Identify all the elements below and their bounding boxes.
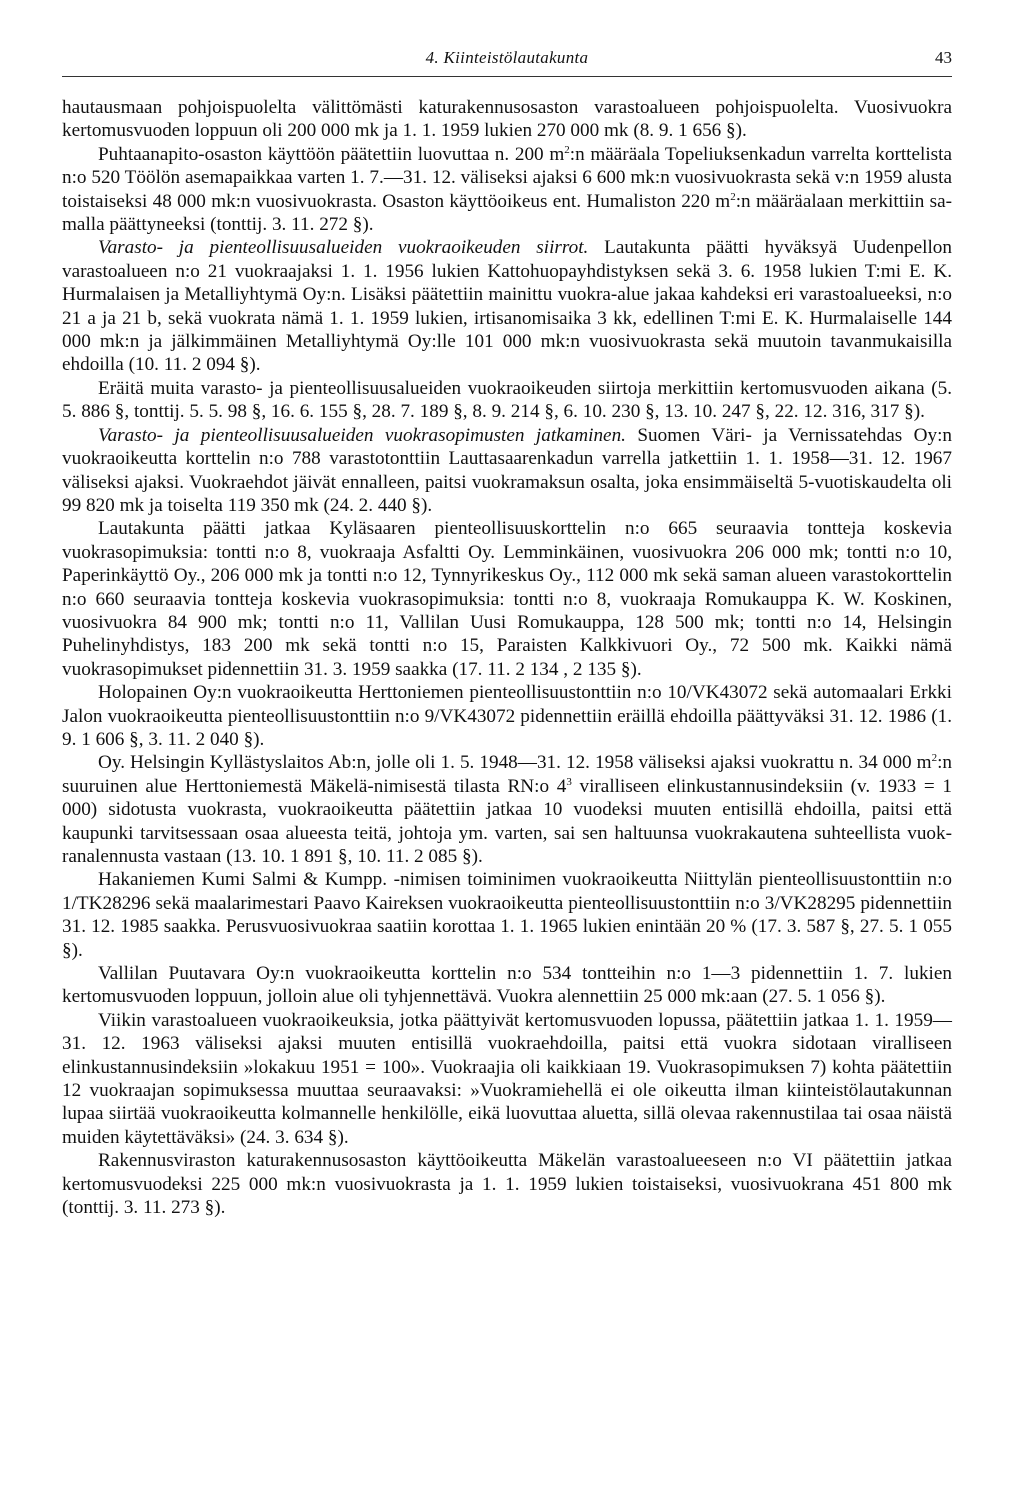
superscript: 2 (730, 190, 736, 203)
text-run: Oy. Helsingin Kyllästyslaitos Ab:n, jolle oli 1. 5. 1948—31. 12. 1958 väliseksi ajaksi vuokrattu n. 34 000 m (98, 752, 932, 774)
text-run: :n määräala Topeliuksenkadun varrelta korttelista n:o 520 Töölön asemapaikkaa varten 1. 7.—31. 12. väliseksi ajaksi 6 600 mk:n vuosivuokrasta sekä v:n 1959 alusta toistaiseksi 48 000 mk:n vuosivuokrasta. Osaston käyttöoikeus ent. Humaliston 220 m (62, 143, 952, 212)
paragraph: Viikin varastoalueen vuokraoikeuksia, jotka päättyivät kertomusvuoden lopussa, päätettiin jatkaa 1. 1. 1959—31. 12. 1963 väliseksi ajaksi muuten entisillä vuokraehdoilla, paitsi että vuokra sidotaan viralliseen elinkustannusindeksiin »lokakuu 1951 = 100». Vuokraajia oli kaikkiaan 19. Vuokrasopimuksen 7) kohta päätettiin 12 vuokraajan sopimuksessa muuttaa seuraavaksi: »Vuokramiehellä ei ole oikeutta ilman kiinteistölautakunnan lupaa siirtää vuokraoikeutta kolmannelle henkilölle, eikä luovuttaa aluetta, sillä olevaa rakennustilaa tai osaa näistä muiden käytettäväksi» (24. 3. 634 §). (62, 1009, 952, 1148)
paragraph: Eräitä muita varasto- ja pienteollisuusalueiden vuokraoikeuden siirtoja merkittiin kertomusvuoden aikana (5. 5. 886 §, tonttij. 5. 5. 98 §, 16. 6. 155 §, 28. 7. 189 §, 8. 9. 214 §, 6. 10. 230 §, 13. 10. 247 §, 22. 12. 316, 317 §). (62, 377, 952, 423)
paragraph (62, 751, 952, 868)
paragraph (62, 236, 952, 376)
text-run: :n suuruinen alue Herttoniemestä Mäkelä-nimisestä tilasta RN:o 4 (62, 752, 952, 797)
text-run: viralliseen elinkustannusindeksiin (v. 1933 = 1 000) sidotusta vuokrasta, vuokraoikeutta päätettiin jatkaa 10 vuodeksi muuten entisillä ehdoilla, paitsi että kaupunki tarvitsessaan osaa alueesta teitä, johtoja ym. varten, sai sen haltuunsa vuokrakautena suhteellista vuokranalennusta vastaan (13. 10. 1 891 §, 10. 11. 2 085 §). (62, 775, 952, 867)
superscript: 3 (566, 775, 572, 788)
paragraph: Lautakunta päätti jatkaa Kyläsaaren pienteollisuuskorttelin n:o 665 seuraavia tontteja koskevia vuokrasopimuksia: tontti n:o 8, vuokraaja Asfaltti Oy. Lemminkäinen, vuosivuokra 206 000 mk; tontti n:o 10, Paperinkäyttö Oy., 206 000 mk ja tontti n:o 12, Tynnyrikeskus Oy., 112 000 mk sekä saman alueen varastokorttelin n:o 660 seuraavia tontteja koskevia vuokrasopimuksia: tontti n:o 8, vuokraaja Romukauppa K. W. Koskinen, vuosivuokra 84 900 mk; tontti n:o 11, Vallilan Uusi Romukauppa, 128 500 mk; tontti n:o 14, Helsingin Puhelinyhdistys, 183 200 mk sekä tontti n:o 15, Paraisten Kalkkivuori Oy., 72 500 mk. Kaikki nämä vuokrasopimukset pidennettiin 31. 3. 1959 saakka (17. 11. 2 134 , 2 135 §). (62, 518, 952, 680)
running-header (62, 48, 952, 76)
text-run: :n määräalaan merkittiin samalla päättyneeksi (tonttij. 3. 11. 272 §). (62, 190, 952, 236)
paragraph (62, 143, 952, 237)
section-title: 4. Kiinteistölautakunta (425, 48, 589, 67)
paragraph (62, 424, 952, 518)
superscript: 2 (564, 143, 570, 156)
italic-heading: Varasto- ja pienteollisuusalueiden vuokrasopimusten jatkaminen. (98, 424, 626, 446)
superscript: 2 (931, 752, 938, 765)
paragraph: Rakennusviraston katurakennusosaston käyttöoikeutta Mäkelän varastoalueeseen n:o VI päätettiin jatkaa kertomusvuodeksi 225 000 mk:n vuosivuokrasta ja 1. 1. 1959 lukien toistaiseksi, vuosivuokrana 451 800 mk (tonttij. 3. 11. 273 §). (62, 1150, 952, 1219)
paragraph: Vallilan Puutavara Oy:n vuokraoikeutta korttelin n:o 534 tontteihin n:o 1—3 pidennettiin 1. 7. lukien kertomusvuoden loppuun, jolloin alue oli tyhjennettävä. Vuokra alennettiin 25 000 mk:aan (27. 5. 1 056 §). (62, 963, 952, 1008)
header-rule (62, 76, 952, 77)
page-number: 43 (935, 48, 952, 67)
italic-heading: Varasto- ja pienteollisuusalueiden vuokraoikeuden siirrot. (98, 237, 589, 259)
text-run: Puhtaanapito-osaston käyttöön päätettiin luovuttaa n. 200 m (98, 143, 565, 165)
text-run: Lautakunta päätti hyväksyä Uudenpellon varastoalueen n:o 21 vuokraajaksi 1. 1. 1956 lukien Kattohuopayhdistyksen sekä 3. 6. 1958 lukien T:mi E. K. Hurmalaisen ja Metalliyhtymä Oy:n. Lisäksi päätettiin mainittu vuokra-alue jakaa kahdeksi eri varastoalueeksi, n:o 21 a ja 21 b, sekä vuokrata nämä 1. 1. 1959 lukien, irtisanomisaika 3 kk, edellinen T:mi E. K. Hurmalaiselle 144 000 mk:n ja jälkimmäinen Metalliyhtymä Oy:lle 101 000 mk:n vuosivuokrasta sekä muutoin tavanmukaisilla ehdoilla (10. 11. 2 094 §). (62, 237, 952, 376)
paragraph: Hakaniemen Kumi Salmi & Kumpp. -nimisen toiminimen vuokraoikeutta Niittylän pienteollisuustonttiin n:o 1/TK28296 sekä maalarimestari Paavo Kaireksen vuokraoikeutta pienteollisuustonttiin n:o 3/VK28295 pidennettiin 31. 12. 1985 saakka. Perusvuosivuokraa saatiin korottaa 1. 1. 1965 lukien enintään 20 % (17. 3. 587 §, 27. 5. 1 055 §). (62, 869, 952, 961)
paragraph: Holopainen Oy:n vuokraoikeutta Herttoniemen pienteollisuustonttiin n:o 10/VK43072 sekä automaalari Erkki Jalon vuokraoikeutta pienteollisuustonttiin n:o 9/VK43072 pidennettiin eräillä ehdoilla päättyväksi 31. 12. 1986 (1. 9. 1 606 §, 3. 11. 2 040 §). (62, 682, 952, 750)
body-text (62, 96, 952, 1220)
paragraph: hautausmaan pohjoispuolelta välittömästi katurakennusosaston varastoalueen pohjoispuolelta. Vuosivuokra kertomusvuoden loppuun oli 200 000 mk ja 1. 1. 1959 lukien 270 000 mk (8. 9. 1 656 §). (62, 97, 952, 142)
text-run: Suomen Väri- ja Vernissatehdas Oy:n vuokraoikeutta korttelin n:o 788 varastotonttiin Lauttasaarenkadun varrella jatkettiin 1. 1. 1958—31. 12. 1967 väliseksi ajaksi. Vuokraehdot jäivät ennalleen, paitsi vuokramaksun osalta, joka ensimmäiseltä 5-vuotiskaudelta oli 99 820 mk ja toiselta 119 350 mk (24. 2. 440 §). (62, 424, 952, 516)
